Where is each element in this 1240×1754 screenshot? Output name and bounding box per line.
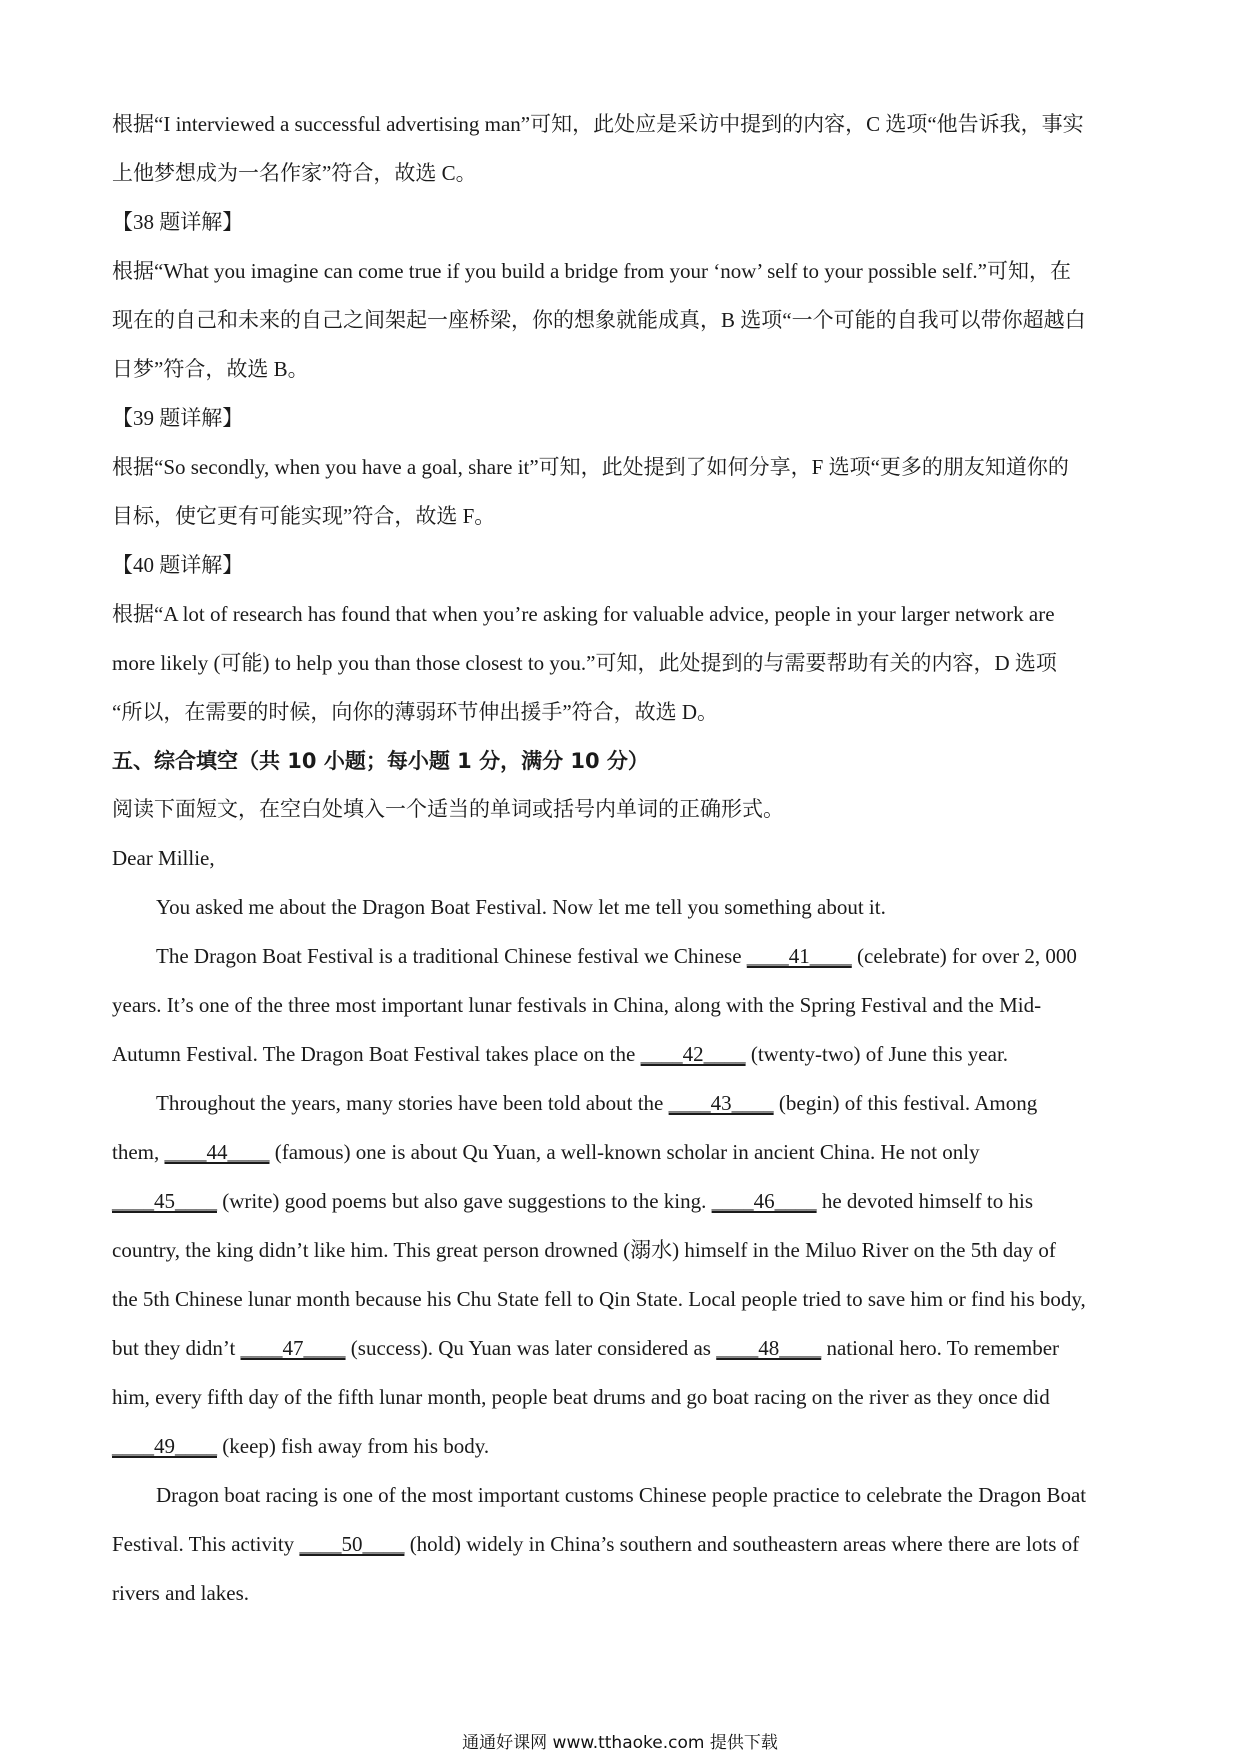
letter-paragraph-3-line-5: the 5th Chinese lunar month because his Chu State fell to Qin State. Local people tried to save him or find his body, bbox=[112, 1287, 1086, 1311]
text-segment: Autumn Festival. The Dragon Boat Festival takes place on the bbox=[112, 1042, 641, 1066]
text-segment: (famous) one is about Qu Yuan, a well-known scholar in ancient China. He not only bbox=[269, 1140, 980, 1164]
text-segment: but they didn’t bbox=[112, 1336, 241, 1360]
blank-42: ____42____ bbox=[640, 1042, 746, 1066]
explanation-40-line-1: 根据“A lot of research has found that when you’re asking for valuable advice, people in your larger network are bbox=[112, 602, 1055, 626]
text-segment: (begin) of this festival. Among bbox=[773, 1091, 1038, 1115]
explanation-40-line-3: “所以，在需要的时候，向你的薄弱环节伸出援手”符合，故选 D。 bbox=[112, 700, 719, 724]
page-footer: 通通好课网 www.tthaoke.com 提供下载 bbox=[462, 1733, 778, 1753]
blank-44: ____44____ bbox=[164, 1140, 270, 1164]
letter-paragraph-4-line-1: Dragon boat racing is one of the most important customs Chinese people practice to celebrate the Dragon Boat bbox=[156, 1483, 1087, 1507]
explanation-40-line-2: more likely (可能) to help you than those closest to you.”可知，此处提到的与需要帮助有关的内容，D 选项 bbox=[112, 651, 1057, 675]
heading-question-38: 【38 题详解】 bbox=[112, 210, 244, 234]
letter-paragraph-2-line-1 bbox=[112, 932, 1130, 981]
blank-46: ____46____ bbox=[711, 1189, 817, 1213]
document-page bbox=[112, 100, 1130, 1618]
explanation-37-line-1: 根据“I interviewed a successful advertising man”可知，此处应是采访中提到的内容，C 选项“他告诉我，事实 bbox=[112, 112, 1084, 136]
section-instruction: 阅读下面短文，在空白处填入一个适当的单词或括号内单词的正确形式。 bbox=[112, 797, 784, 821]
text-segment: he devoted himself to his bbox=[816, 1189, 1033, 1213]
text-segment: (hold) widely in China’s southern and southeastern areas where there are lots of bbox=[404, 1532, 1080, 1556]
letter-paragraph-3-line-4: country, the king didn’t like him. This great person drowned (溺水) himself in the Miluo River on the 5th day of bbox=[112, 1238, 1056, 1262]
text-segment: (celebrate) for over 2, 000 bbox=[851, 944, 1077, 968]
text-segment: The Dragon Boat Festival is a traditional Chinese festival we Chinese bbox=[156, 944, 747, 968]
text-segment: (twenty-two) of June this year. bbox=[745, 1042, 1009, 1066]
blank-50: ____50____ bbox=[299, 1532, 405, 1556]
letter-paragraph-3-line-2 bbox=[112, 1128, 1130, 1177]
blank-45: ____45____ bbox=[112, 1189, 217, 1213]
explanation-38-line-2: 现在的自己和未来的自己之间架起一座桥梁，你的想象就能成真，B 选项“一个可能的自我可以带你超越白 bbox=[112, 308, 1086, 332]
letter-paragraph-2-line-2: years. It’s one of the three most important lunar festivals in China, along with the Spring Festival and the Mid- bbox=[112, 993, 1042, 1017]
letter-paragraph-2-line-3 bbox=[112, 1030, 1130, 1079]
text-segment: them, bbox=[112, 1140, 165, 1164]
blank-49: ____49____ bbox=[112, 1434, 217, 1458]
text-segment: (keep) fish away from his body. bbox=[217, 1434, 490, 1458]
letter-paragraph-3-line-7: him, every fifth day of the fifth lunar month, people beat drums and go boat racing on the river as they once did bbox=[112, 1385, 1050, 1409]
text-segment: national hero. To remember bbox=[821, 1336, 1060, 1360]
explanation-37-line-2: 上他梦想成为一名作家”符合，故选 C。 bbox=[112, 161, 477, 185]
letter-paragraph-3-line-1 bbox=[112, 1079, 1130, 1128]
letter-paragraph-1: You asked me about the Dragon Boat Festival. Now let me tell you something about it. bbox=[156, 895, 886, 919]
blank-41: ____41____ bbox=[746, 944, 852, 968]
letter-paragraph-3-line-3 bbox=[112, 1177, 1130, 1226]
explanation-38-line-1: 根据“What you imagine can come true if you build a bridge from your ‘now’ self to your possible self.”可知，在 bbox=[112, 259, 1071, 283]
letter-paragraph-3-line-8 bbox=[112, 1422, 1130, 1471]
letter-paragraph-4-line-2 bbox=[112, 1520, 1130, 1569]
letter-paragraph-4-line-3: rivers and lakes. bbox=[112, 1581, 250, 1605]
text-segment: (success). Qu Yuan was later considered as bbox=[345, 1336, 717, 1360]
letter-greeting: Dear Millie, bbox=[112, 846, 215, 870]
text-segment: (write) good poems but also gave suggestions to the king. bbox=[217, 1189, 712, 1213]
heading-question-39: 【39 题详解】 bbox=[112, 406, 244, 430]
heading-question-40: 【40 题详解】 bbox=[112, 553, 244, 577]
explanation-39-line-1: 根据“So secondly, when you have a goal, share it”可知，此处提到了如何分享，F 选项“更多的朋友知道你的 bbox=[112, 455, 1069, 479]
text-segment: Festival. This activity bbox=[112, 1532, 300, 1556]
blank-48: ____48____ bbox=[716, 1336, 822, 1360]
text-segment: Throughout the years, many stories have been told about the bbox=[156, 1091, 669, 1115]
blank-47: ____47____ bbox=[240, 1336, 346, 1360]
explanation-38-line-3: 日梦”符合，故选 B。 bbox=[112, 357, 309, 381]
section-title: 五、综合填空（共 10 小题；每小题 1 分，满分 10 分） bbox=[112, 749, 649, 773]
explanation-39-line-2: 目标，使它更有可能实现”符合，故选 F。 bbox=[112, 504, 496, 528]
blank-43: ____43____ bbox=[668, 1091, 774, 1115]
letter-paragraph-3-line-6 bbox=[112, 1324, 1130, 1373]
